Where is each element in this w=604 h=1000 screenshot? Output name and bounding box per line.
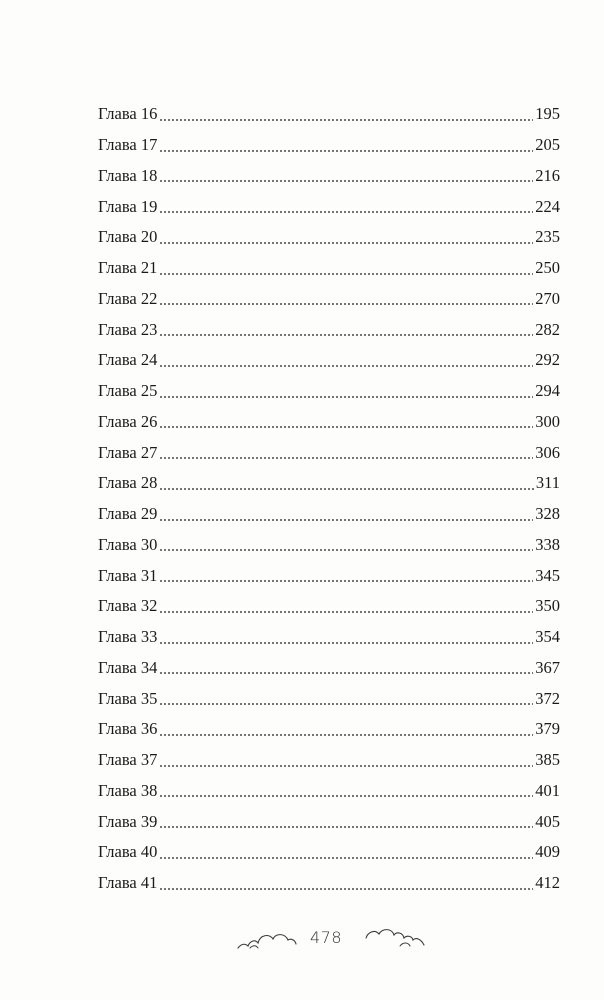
toc-entry (98, 430, 560, 461)
dot-leader (159, 242, 533, 244)
page-ref: 354 (535, 627, 560, 646)
dot-leader (159, 211, 533, 213)
toc-entry (98, 553, 560, 584)
toc-entry (98, 861, 560, 892)
chapter-title: Глава 41 (98, 873, 158, 892)
toc-entry (98, 523, 560, 554)
dot-leader (159, 334, 533, 336)
chapter-title: Глава 35 (98, 688, 158, 708)
chapter-title: Глава 21 (98, 258, 158, 277)
toc-entry (98, 769, 560, 800)
dot-leader (159, 642, 533, 644)
page-number: 478 (309, 928, 343, 947)
page-ref: 412 (535, 873, 560, 892)
page-ref: 405 (535, 811, 560, 831)
page-ref: 300 (535, 411, 560, 431)
dot-leader (159, 396, 533, 398)
dot-leader (159, 826, 533, 828)
toc-entry (98, 154, 560, 185)
dot-leader (159, 488, 533, 490)
dot-leader (159, 273, 533, 275)
cloud-icon (364, 924, 426, 950)
page-ref: 270 (535, 288, 560, 308)
toc-entry (98, 830, 560, 861)
chapter-title: Глава 37 (98, 750, 158, 769)
page-ref: 235 (535, 227, 560, 247)
toc-entry (98, 646, 560, 677)
page-ref: 338 (535, 534, 560, 554)
dot-leader (159, 549, 533, 551)
chapter-title: Глава 28 (98, 473, 158, 493)
chapter-title: Глава 34 (98, 657, 158, 677)
toc-entry (98, 584, 560, 615)
page-ref: 345 (535, 565, 560, 585)
chapter-title: Глава 16 (98, 104, 158, 124)
page-ref: 282 (535, 319, 560, 339)
page-ref: 311 (535, 473, 560, 493)
chapter-title: Глава 19 (98, 196, 158, 216)
dot-leader (159, 180, 533, 182)
table-of-contents (98, 92, 560, 892)
dot-leader (159, 888, 533, 890)
toc-entry (98, 123, 560, 154)
toc-entry (98, 615, 560, 646)
page-ref: 401 (535, 780, 560, 800)
dot-leader (159, 795, 533, 797)
toc-entry (98, 277, 560, 308)
chapter-title: Глава 29 (98, 504, 158, 523)
page-ref: 306 (535, 442, 560, 462)
dot-leader (159, 457, 533, 459)
page-ref: 367 (535, 657, 560, 677)
chapter-title: Глава 25 (98, 381, 158, 400)
chapter-title: Глава 22 (98, 288, 158, 308)
chapter-title: Глава 40 (98, 842, 158, 862)
toc-entry (98, 676, 560, 707)
page-ref: 350 (535, 596, 560, 616)
page-footer (0, 920, 604, 960)
toc-entry (98, 307, 560, 338)
page-ref: 372 (535, 688, 560, 708)
toc-entry (98, 246, 560, 277)
dot-leader (159, 857, 533, 859)
page-ref: 216 (535, 165, 560, 185)
dot-leader (159, 580, 533, 582)
dot-leader (159, 765, 533, 767)
page-ref: 379 (535, 719, 560, 739)
dot-leader (159, 519, 533, 521)
dot-leader (159, 611, 533, 613)
dot-leader (159, 672, 533, 674)
page-ref: 250 (535, 258, 560, 277)
chapter-title: Глава 27 (98, 442, 158, 462)
cloud-icon (236, 926, 298, 952)
dot-leader (159, 703, 533, 705)
page-ref: 195 (535, 104, 560, 124)
chapter-title: Глава 24 (98, 350, 158, 370)
dot-leader (159, 119, 533, 121)
toc-entry (98, 369, 560, 400)
chapter-title: Глава 39 (98, 811, 158, 831)
chapter-title: Глава 26 (98, 411, 158, 431)
page-ref: 224 (535, 196, 560, 216)
dot-leader (159, 426, 533, 428)
page-ref: 292 (535, 350, 560, 370)
chapter-title: Глава 17 (98, 135, 158, 154)
toc-entry (98, 799, 560, 830)
page-ref: 294 (535, 381, 560, 400)
chapter-title: Глава 23 (98, 319, 158, 339)
toc-entry (98, 738, 560, 769)
page-ref: 385 (535, 750, 560, 769)
toc-entry (98, 707, 560, 738)
toc-entry (98, 338, 560, 369)
toc-entry (98, 492, 560, 523)
page-ref: 328 (535, 504, 560, 523)
dot-leader (159, 303, 533, 305)
toc-entry (98, 215, 560, 246)
chapter-title: Глава 18 (98, 165, 158, 185)
page-ref: 205 (535, 135, 560, 154)
chapter-title: Глава 38 (98, 780, 158, 800)
chapter-title: Глава 33 (98, 627, 158, 646)
chapter-title: Глава 32 (98, 596, 158, 616)
dot-leader (159, 734, 533, 736)
toc-entry (98, 92, 560, 123)
page-ref: 409 (535, 842, 560, 862)
toc-entry (98, 461, 560, 492)
chapter-title: Глава 30 (98, 534, 158, 554)
chapter-title: Глава 36 (98, 719, 158, 739)
dot-leader (159, 365, 533, 367)
chapter-title: Глава 31 (98, 565, 158, 585)
dot-leader (159, 150, 533, 152)
chapter-title: Глава 20 (98, 227, 158, 247)
toc-entry (98, 400, 560, 431)
toc-entry (98, 184, 560, 215)
